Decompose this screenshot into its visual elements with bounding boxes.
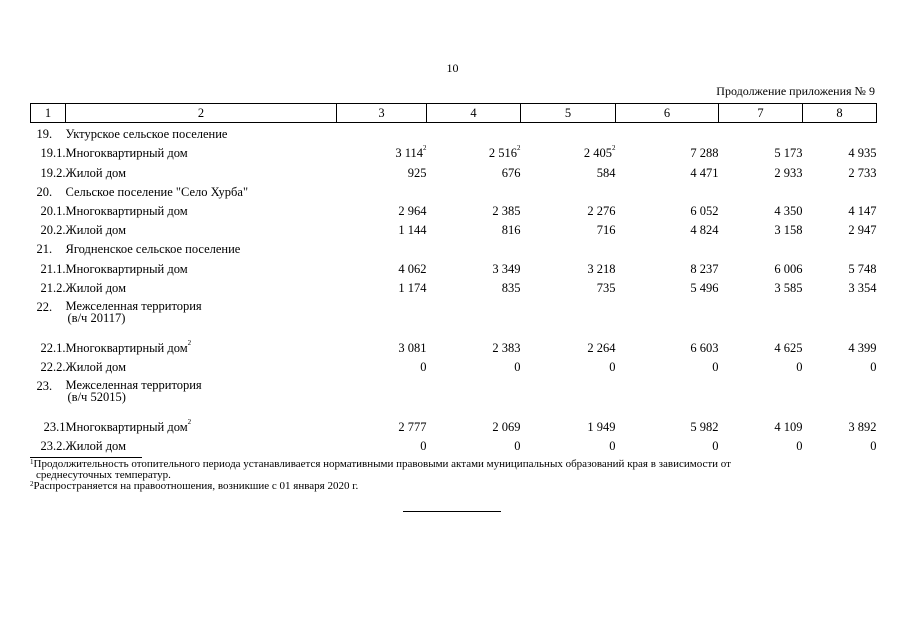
value-col-3: 1 144 (398, 223, 427, 238)
table-row (31, 277, 877, 296)
value-col-7: 6 006 (774, 261, 803, 276)
section-title: Сельское поселение "Село Хурба" (65, 184, 249, 199)
table-row (31, 219, 877, 238)
value-col-7: 4 350 (774, 203, 803, 218)
value-col-3: 2 964 (398, 203, 427, 218)
column-header-4: 4 (427, 104, 521, 123)
value-col-7: 4 109 (774, 420, 803, 435)
value-col-4: 2 069 (492, 420, 521, 435)
value-col-4: 676 (501, 165, 521, 180)
row-number: 20.2. (40, 223, 66, 238)
value-col-7: 0 (796, 360, 803, 375)
section-title (66, 375, 877, 416)
column-header-7: 7 (719, 104, 803, 123)
value-col-7: 2 933 (774, 165, 803, 180)
row-name: Многоквартирный дом (65, 261, 188, 276)
value-col-5: 2 264 (587, 340, 616, 355)
row-name: Жилой дом (65, 280, 126, 295)
value-col-8: 0 (870, 360, 877, 375)
value-col-6: 4 471 (690, 165, 719, 180)
value-col-8: 4 935 (848, 146, 877, 161)
value-col-5: 0 (609, 360, 616, 375)
footnote-ref: 2 (423, 144, 427, 153)
value-col-8: 3 892 (848, 420, 877, 435)
table-row (31, 416, 877, 435)
value-col-3: 2 777 (398, 420, 427, 435)
row-name: Жилой дом (65, 439, 126, 454)
value-col-6: 6 052 (690, 203, 719, 218)
footnote-mark: 1 (30, 458, 34, 466)
value-col-8: 0 (870, 439, 877, 454)
value-col-3: 1 174 (398, 280, 427, 295)
table-row (31, 142, 877, 161)
value-col-7: 5 173 (774, 146, 803, 161)
row-number: 19.2. (40, 165, 66, 180)
footnote-ref: 2 (612, 144, 616, 153)
column-header-2: 2 (66, 104, 337, 123)
section-row (31, 123, 877, 143)
value-col-6: 0 (712, 439, 719, 454)
row-number: 22.1. (40, 340, 66, 355)
table-row (31, 161, 877, 180)
section-title: Уктурское сельское поселение (65, 127, 228, 142)
value-col-8: 4 399 (848, 340, 877, 355)
section-number: 23. (36, 379, 53, 394)
section-row (31, 181, 877, 200)
value-col-4: 3 349 (492, 261, 521, 276)
column-header-8: 8 (803, 104, 877, 123)
row-name: Многоквартирный дом (65, 203, 188, 218)
section-title-main: Межселенная территория (65, 378, 202, 393)
value-col-4: 835 (501, 280, 521, 295)
table-row (31, 356, 877, 375)
row-number: 19.1. (40, 146, 66, 161)
value-col-7: 3 158 (774, 223, 803, 238)
value-col-6: 5 496 (690, 280, 719, 295)
value-col-6: 4 824 (690, 223, 719, 238)
footnote-ref: 2 (187, 418, 192, 427)
column-header-1: 1 (31, 104, 66, 123)
value-col-6: 7 288 (690, 146, 719, 161)
value-col-5: 2 $405^2$ (583, 144, 616, 161)
value-col-5: 1 949 (587, 420, 616, 435)
value-col-5: 3 218 (587, 261, 616, 276)
footnote-text: Распространяется на правоотношения, возникшие с 01 января 2020 г. (33, 480, 359, 492)
section-row (31, 375, 877, 416)
value-col-3: 3 081 (398, 340, 427, 355)
footnote-ref: 2 (187, 338, 192, 347)
row-number: 21.1. (40, 261, 66, 276)
row-name: Жилой дом (65, 360, 126, 375)
row-name: Многоквартирный дом (65, 146, 188, 161)
table-row (31, 257, 877, 276)
section-number: 21. (36, 242, 53, 257)
value-col-4: 2 385 (492, 203, 521, 218)
value-col-7: 0 (796, 439, 803, 454)
value-col-5: 735 (596, 280, 616, 295)
end-of-document-rule (403, 511, 501, 512)
table-row (31, 435, 877, 454)
footnote-2 (30, 481, 876, 492)
value-col-6: 6 603 (690, 340, 719, 355)
section-row (31, 296, 877, 337)
value-col-4: 816 (501, 223, 521, 238)
row-name: Многоквартирный дом$^2$ (65, 338, 192, 355)
value-col-5: 584 (596, 165, 616, 180)
row-number: 20.1. (40, 203, 66, 218)
value-col-3: 3 $114^2$ (395, 144, 427, 161)
row-number: 22.2. (40, 360, 66, 375)
section-number: 19. (36, 127, 53, 142)
value-col-3: 925 (407, 165, 427, 180)
value-col-4: 2 383 (492, 340, 521, 355)
heating-norms-table (30, 103, 877, 454)
column-number-header-row (31, 104, 877, 123)
value-col-8: 4 147 (848, 203, 877, 218)
footnote-mark: 2 (30, 480, 34, 488)
value-col-6: 0 (712, 360, 719, 375)
value-col-8: 5 748 (848, 261, 877, 276)
section-number: 20. (36, 184, 53, 199)
value-col-5: 0 (609, 439, 616, 454)
value-col-5: 2 276 (587, 203, 616, 218)
value-col-8: 2 733 (848, 165, 877, 180)
section-title (66, 296, 877, 337)
value-col-6: 8 237 (690, 261, 719, 276)
section-row (31, 238, 877, 257)
value-col-4: 0 (514, 439, 521, 454)
value-col-8: 3 354 (848, 280, 877, 295)
value-col-7: 4 625 (774, 340, 803, 355)
row-name: Жилой дом (65, 165, 126, 180)
row-number: 23.2. (40, 439, 66, 454)
row-name: Жилой дом (65, 223, 126, 238)
column-header-6: 6 (616, 104, 719, 123)
value-col-6: 5 982 (690, 420, 719, 435)
row-number: 21.2. (40, 280, 66, 295)
row-number: 23.1 (43, 420, 66, 435)
column-header-3: 3 (337, 104, 427, 123)
value-col-3: 0 (420, 439, 427, 454)
column-header-5: 5 (521, 104, 616, 123)
footnote-text: Продолжительность отопительного периода устанавливается нормативными правовыми актами муниципальных образований края в зависимости от (33, 458, 731, 470)
page-number: 10 (446, 61, 459, 75)
appendix-label: Продолжение приложения № 9 (716, 84, 875, 98)
value-col-7: 3 585 (774, 280, 803, 295)
section-title-sub: (в/ч 52015) (67, 390, 126, 405)
row-name: Многоквартирный дом$^2$ (65, 418, 192, 435)
footnotes (30, 459, 876, 492)
value-col-4: 0 (514, 360, 521, 375)
footnote-1-continuation: среднесуточных температур. (36, 469, 171, 481)
table-row (31, 337, 877, 356)
footnote-ref: 2 (517, 144, 521, 153)
value-col-3: 4 062 (398, 261, 427, 276)
section-title-sub: (в/ч 20117) (67, 310, 126, 325)
section-title: Ягодненское сельское поселение (65, 242, 241, 257)
value-col-5: 716 (596, 223, 616, 238)
table-row (31, 200, 877, 219)
value-col-3: 0 (420, 360, 427, 375)
value-col-4: 2 $516^2$ (488, 144, 521, 161)
value-col-8: 2 947 (848, 223, 877, 238)
section-title-main: Межселенная территория (65, 298, 202, 313)
section-number: 22. (36, 299, 53, 314)
